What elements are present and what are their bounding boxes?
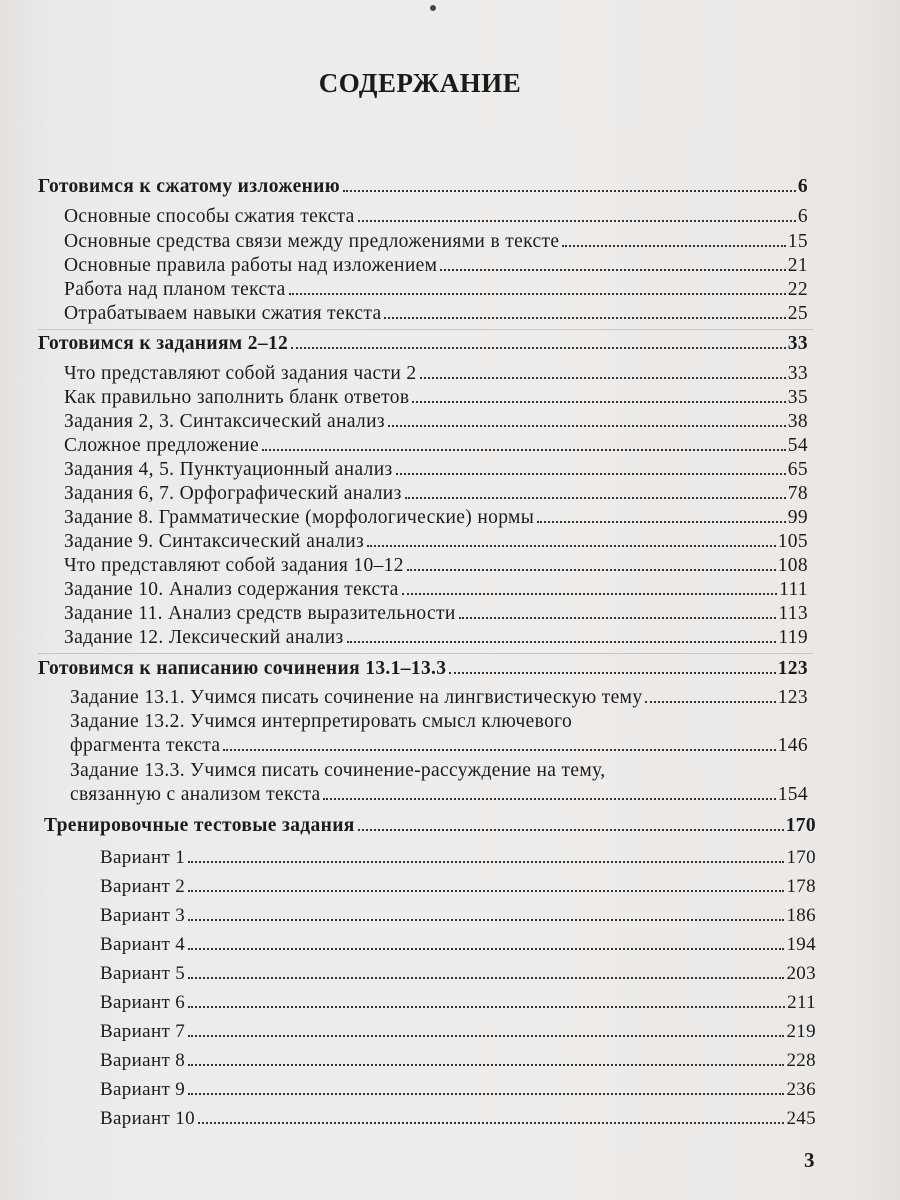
leader-dots — [188, 919, 784, 921]
toc-item[interactable] — [64, 506, 808, 530]
toc-item-label: Вариант 5 — [100, 963, 186, 984]
toc-item[interactable] — [100, 1078, 816, 1102]
toc-item-label: Задания 2, 3. Синтаксический анализ — [64, 411, 385, 432]
printer-mark — [430, 5, 436, 11]
toc-item[interactable] — [64, 362, 808, 386]
leader-dots — [562, 245, 785, 247]
toc-section[interactable] — [44, 814, 816, 838]
toc-page: 194 — [786, 934, 816, 955]
toc-page: 105 — [777, 531, 808, 552]
toc-section-label: Готовимся к написанию сочинения 13.1–13.3 — [38, 658, 447, 679]
toc-item[interactable] — [100, 875, 816, 899]
toc-page: 99 — [787, 507, 808, 528]
toc-item[interactable] — [64, 230, 808, 254]
leader-dots — [223, 749, 775, 751]
leader-dots — [402, 593, 778, 595]
leader-dots — [188, 1093, 784, 1095]
toc-page: 54 — [787, 435, 808, 456]
toc-page: 203 — [786, 963, 816, 984]
leader-dots — [645, 701, 775, 703]
toc-item[interactable] — [100, 1107, 816, 1131]
toc-page: 15 — [787, 231, 808, 252]
toc-page: 119 — [778, 627, 808, 648]
toc-item[interactable] — [64, 302, 808, 326]
page-number: 3 — [804, 1148, 815, 1172]
toc-section[interactable] — [38, 657, 808, 681]
toc-page: 25 — [787, 303, 808, 324]
leader-dots — [198, 1122, 785, 1124]
toc-section-label: Тренировочные тестовые задания — [44, 815, 355, 836]
toc-item-label: Вариант 3 — [100, 905, 186, 926]
toc-page: 170 — [785, 815, 816, 836]
toc-item[interactable] — [100, 991, 816, 1015]
toc-item-label: Задание 13.2. Учимся интерпретировать смысл ключевого — [70, 711, 573, 732]
toc-item-label: Задание 13.3. Учимся писать сочинение-рассуждение на тему, — [70, 760, 606, 781]
leader-dots — [347, 641, 777, 643]
toc-section[interactable] — [38, 175, 808, 199]
leader-dots — [412, 401, 785, 403]
toc-item-label-continued: связанную с анализом текста — [70, 784, 321, 805]
toc-item-label: Отрабатываем навыки сжатия текста — [64, 303, 382, 324]
toc-item-label: Основные способы сжатия текста — [64, 206, 355, 227]
toc-page: 6 — [797, 206, 808, 227]
toc-item-label: Задание 9. Синтаксический анализ — [64, 531, 365, 552]
page-title: СОДЕРЖАНИЕ — [318, 68, 522, 98]
toc-item-label: Вариант 6 — [100, 992, 186, 1013]
toc-item-label: Основные средства связи между предложениями в тексте — [64, 231, 560, 252]
toc-page: 219 — [786, 1021, 816, 1042]
toc-page: 236 — [786, 1079, 816, 1100]
toc-page: 123 — [777, 687, 808, 708]
toc-item-label: Сложное предложение — [64, 435, 259, 456]
toc-page: 108 — [777, 555, 808, 576]
toc-item[interactable] — [64, 434, 808, 458]
toc-item[interactable] — [64, 410, 808, 434]
toc-page: 146 — [777, 735, 808, 756]
leader-dots — [367, 545, 776, 547]
leader-dots — [188, 1035, 784, 1037]
toc-item[interactable] — [70, 734, 808, 758]
leader-dots — [449, 672, 775, 674]
toc-item[interactable] — [64, 626, 808, 650]
divider — [38, 653, 813, 654]
leader-dots — [188, 1006, 785, 1008]
toc-item-label: Основные правила работы над изложением — [64, 255, 438, 276]
toc-page: 111 — [779, 579, 808, 600]
toc-item[interactable] — [64, 530, 808, 554]
toc-item[interactable] — [64, 458, 808, 482]
toc-item-label-continued: фрагмента текста — [70, 735, 221, 756]
leader-dots — [420, 377, 786, 379]
toc-item[interactable] — [64, 205, 808, 229]
leader-dots — [384, 317, 785, 319]
toc-item-label: Вариант 8 — [100, 1050, 186, 1071]
toc-item-label: Задание 13.1. Учимся писать сочинение на лингвистическую тему — [70, 687, 643, 708]
leader-dots — [358, 829, 784, 831]
toc-item[interactable] — [70, 686, 808, 710]
leader-dots — [188, 977, 784, 979]
toc-item[interactable] — [64, 602, 808, 626]
toc-item-label: Задания 6, 7. Орфографический анализ — [64, 483, 402, 504]
toc-item-label: Задание 8. Грамматические (морфологические) нормы — [64, 507, 535, 528]
toc-item[interactable] — [64, 482, 808, 506]
toc-item[interactable] — [64, 578, 808, 602]
toc-section-label: Готовимся к заданиям 2–12 — [38, 333, 289, 354]
toc-item-label: Вариант 7 — [100, 1021, 186, 1042]
toc-item-label: Вариант 10 — [100, 1108, 195, 1129]
toc-section[interactable] — [38, 332, 808, 356]
leader-dots — [396, 473, 786, 475]
toc-item-label: Что представляют собой задания части 2 — [64, 363, 417, 384]
toc-page: 178 — [786, 876, 816, 897]
toc-item-label: Вариант 1 — [100, 847, 186, 868]
toc-section-label: Готовимся к сжатому изложению — [38, 176, 340, 197]
toc-item[interactable] — [100, 933, 816, 957]
toc-item[interactable] — [100, 904, 816, 928]
leader-dots — [407, 569, 776, 571]
leader-dots — [262, 449, 786, 451]
toc-item-label: Задание 10. Анализ содержания текста — [64, 579, 399, 600]
toc-item[interactable] — [100, 846, 816, 870]
toc-item-label: Вариант 4 — [100, 934, 186, 955]
toc-item-label: Задание 11. Анализ средств выразительности — [64, 603, 456, 624]
toc-item-label: Вариант 9 — [100, 1079, 186, 1100]
toc-page: 35 — [787, 387, 808, 408]
toc-item[interactable] — [64, 386, 808, 410]
leader-dots — [323, 798, 775, 800]
leader-dots — [388, 425, 786, 427]
toc-item-label: Что представляют собой задания 10–12 — [64, 555, 404, 576]
toc-item[interactable] — [64, 278, 808, 302]
toc-page: 22 — [787, 279, 808, 300]
leader-dots — [188, 861, 784, 863]
toc-item-label: Работа над планом текста — [64, 279, 286, 300]
toc-item[interactable] — [100, 962, 816, 986]
leader-dots — [440, 269, 785, 271]
divider — [38, 329, 813, 330]
toc-page: 154 — [777, 784, 808, 805]
leader-dots — [291, 347, 786, 349]
toc-page: 211 — [787, 992, 816, 1013]
toc-page: 78 — [787, 483, 808, 504]
leader-dots — [188, 890, 784, 892]
toc-item[interactable] — [64, 254, 808, 278]
leader-dots — [289, 293, 786, 295]
toc-page: 6 — [797, 176, 808, 197]
toc-page: 65 — [787, 459, 808, 480]
toc-item[interactable] — [100, 1049, 816, 1073]
toc-item-label: Вариант 2 — [100, 876, 186, 897]
toc-page: 21 — [787, 255, 808, 276]
toc-page: 33 — [787, 363, 808, 384]
toc-page: 186 — [786, 905, 816, 926]
toc-page: 33 — [787, 333, 808, 354]
toc-item-label: Как правильно заполнить бланк ответов — [64, 387, 410, 408]
toc-page: 38 — [787, 411, 808, 432]
toc-page: 245 — [786, 1108, 816, 1129]
leader-dots — [188, 948, 784, 950]
leader-dots — [188, 1064, 784, 1066]
toc-item-label: Задания 4, 5. Пунктуационный анализ — [64, 459, 393, 480]
leader-dots — [405, 497, 786, 499]
toc-item[interactable] — [70, 783, 808, 807]
leader-dots — [537, 521, 786, 523]
leader-dots — [459, 617, 777, 619]
toc-item[interactable] — [100, 1020, 816, 1044]
leader-dots — [358, 220, 796, 222]
toc-page: 113 — [778, 603, 808, 624]
leader-dots — [343, 190, 796, 192]
toc-item[interactable] — [64, 554, 808, 578]
toc-page: 170 — [786, 847, 816, 868]
toc-page: 123 — [777, 658, 808, 679]
toc-page: 228 — [786, 1050, 816, 1071]
toc-item-label: Задание 12. Лексический анализ — [64, 627, 344, 648]
